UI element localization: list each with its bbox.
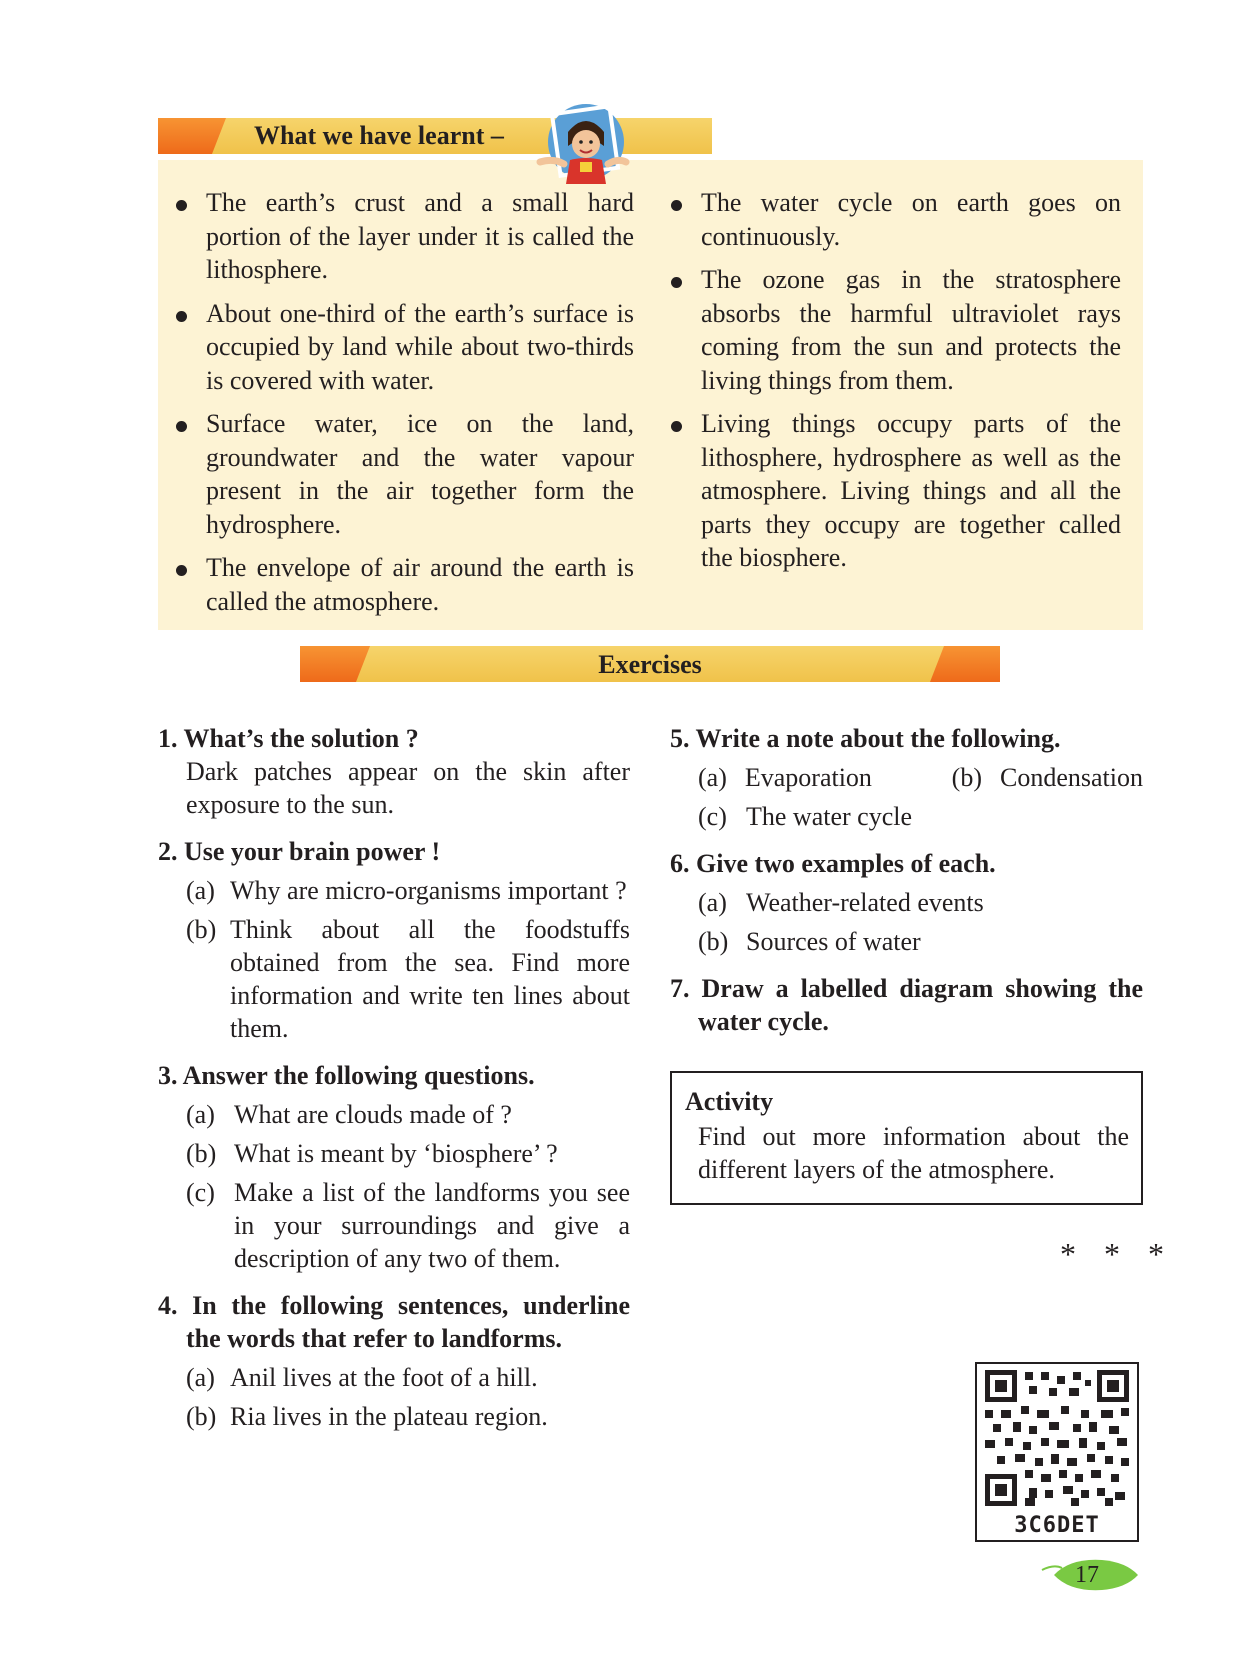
summary-item: The water cycle on earth goes on continuously. [669,186,1121,253]
exercises-banner [300,644,1000,686]
question-7 [670,972,1143,1038]
qr-code-label: 3C6DET [1014,1513,1100,1538]
summary-item: The ozone gas in the stratosphere absorbs the harmful ultraviolet rays coming from the sun and protects the living things from them. [669,263,1121,397]
question-5 [670,722,1143,833]
exercises-title: Exercises [598,650,702,679]
page-number-badge [1040,1556,1140,1594]
sub-question: (b) Ria lives in the plateau region. [186,1402,548,1431]
summary-item: About one-third of the earth’s surface is occupied by land while about two-thirds is covered with water. [174,297,634,398]
sub-question: (b) Sources of water [698,927,921,956]
qr-code-icon [985,1370,1129,1506]
question-heading: 2. Use your brain power ! [158,837,441,866]
bullet-icon [176,565,187,576]
question-heading: 7. Draw a labelled diagram showing the water cycle. [670,974,1143,1036]
question-1 [158,722,630,821]
bullet-icon [671,200,682,211]
summary-title: What we have learnt – [254,121,504,150]
bullet-icon [176,421,187,432]
page-number: 17 [1075,1562,1099,1588]
sub-question: (a) Weather-related events [698,888,984,917]
option: (a) Evaporation [698,763,872,792]
sub-question: (a) Anil lives at the foot of a hill. [186,1363,538,1392]
option: (b) Condensation [951,763,1143,792]
activity-heading: Activity [685,1087,774,1116]
summary-right-column [669,186,1121,585]
question-heading: 4. In the following sentences, underline the words that refer to landforms. [158,1291,630,1353]
question-6 [670,847,1143,958]
qr-code[interactable] [975,1362,1139,1542]
sub-question: (c) Make a list of the landforms you see in your surroundings and give a description of any two of them. [186,1178,630,1273]
question-3 [158,1059,630,1275]
end-stars: * * * [1060,1236,1174,1272]
activity-text: Find out more information about the different layers of the atmosphere. [698,1122,1129,1184]
question-heading: 3. Answer the following questions. [158,1061,535,1090]
summary-item: The envelope of air around the earth is called the atmosphere. [174,551,634,618]
bullet-icon [176,200,187,211]
summary-left-column [174,186,634,628]
summary-item: The earth’s crust and a small hard portion of the layer under it is called the lithosphere. [174,186,634,287]
bullet-icon [671,421,682,432]
options-row [670,761,1143,794]
question-4 [158,1289,630,1433]
question-heading: 6. Give two examples of each. [670,849,996,878]
sub-question: (b) What is meant by ‘biosphere’ ? [186,1139,558,1168]
sub-question: (a) Why are micro-organisms important ? [186,876,627,905]
question-heading: 5. Write a note about the following. [670,724,1061,753]
bullet-icon [671,277,682,288]
girl-illustration [534,102,630,194]
sub-question: (c) The water cycle [698,802,913,831]
question-text: Dark patches appear on the skin after exposure to the sun. [186,757,630,819]
exercises-right-column [670,722,1143,1052]
bullet-icon [176,311,187,322]
question-2 [158,835,630,1045]
question-heading: 1. What’s the solution ? [158,724,419,753]
exercises-left-column [158,722,630,1447]
activity-box [670,1071,1143,1205]
summary-item: Living things occupy parts of the lithosphere, hydrosphere as well as the atmosphere. Living things and all the parts they occupy are together called the biosphere. [669,407,1121,575]
sub-question: (b) Think about all the foodstuffs obtained from the sea. Find more information and write ten lines about them. [186,915,630,1043]
sub-question: (a) What are clouds made of ? [186,1100,512,1129]
summary-item: Surface water, ice on the land, groundwater and the water vapour present in the air together form the hydrosphere. [174,407,634,541]
